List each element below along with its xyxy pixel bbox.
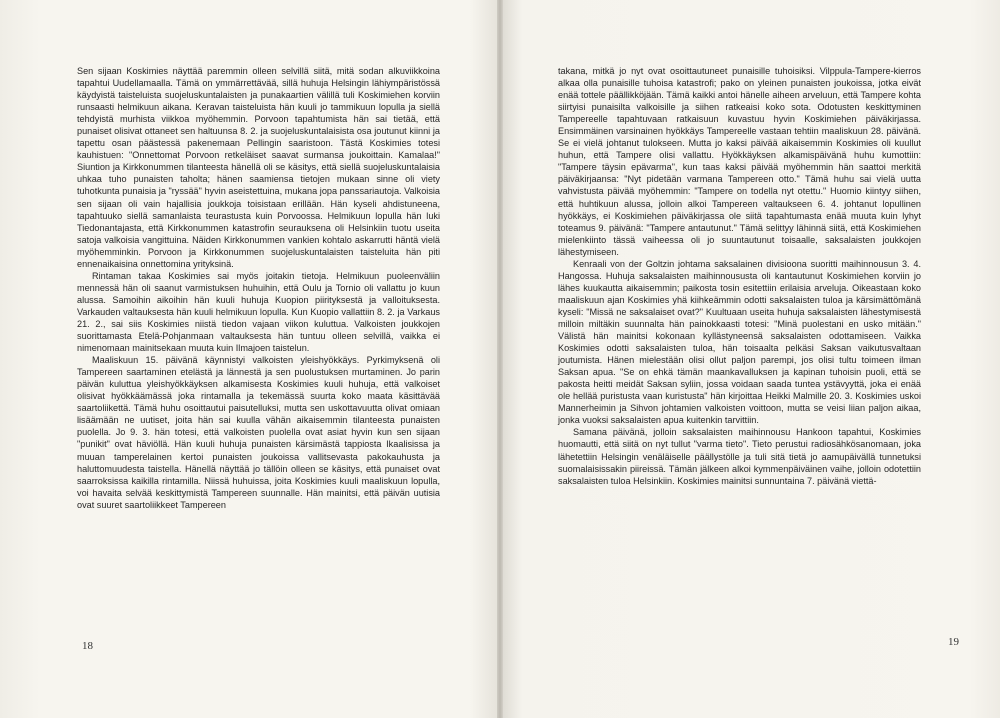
paragraph: Samana päivänä, jolloin saksalaisten maihinnousu Hankoon tapahtui, Koskimies huomautti, että siitä on nyt tullut "varma tieto". Tieto perustui radiosähkösanomaan, joka lähetettiin Helsingin venäläiselle päällystölle ja tuli sitä tietä jo aamupäivällä tunnetuksi suomalaisissakin piireissä. Tämän jälkeen alkoi kymmenpäiväinen vaihe, jolloin odotettiin saksalaisten tuloa Helsinkiin. Koskimies mainitsi sunnuntaina 7. päivänä viettä-	[558, 427, 921, 486]
left-page-text	[77, 65, 440, 511]
right-page	[500, 0, 1000, 718]
paragraph: Maaliskuun 15. päivänä käynnistyi valkoisten yleishyökkäys. Pyrkimyksenä oli Tampereen saartaminen etelästä ja lännestä ja sen puolustuksen murtaminen. Jo parin päivän kuluttua yleishyökkäyksen alkamisesta Koskimies kuuli huhuja, että valkoiset olisivat hyökkäämässä joka rintamalla ja tekemässä suurta koko maata käsittävää saartoliikettä. Tämä huhu osoittautui paisutelluksi, mutta sen uskottavuutta olivat omiaan lisäämään ne uutiset, joita hän sai kuulla vähän aikaisemmin tilanteesta punaisten puolella. Jo 9. 3. hän totesi, että valkoisten puolella ovat asiat hyvin kun sen sijaan "punikit" ovat häviöllä. Hän kuuli huhuja punaisten kärsimästä tappiosta Ikaalisissa ja muuan tamperelainen kertoi punaisten joukoissa vallitsevasta pakokauhusta ja haluttomuudesta taistella. Hänellä näyttää jo tällöin olleen se käsitys, että punaiset ovat saarroksissa kaikilla rintamilla. Niissä huhuissa, joita Koskimies kuuli maaliskuun lopulla, voi havaita selvää keskittymistä Tampereen suunnalle. Hän mainitsi, että päivän uutisia ovat suuret saartoliikkeet Tampereen	[77, 355, 440, 510]
right-page-text	[558, 65, 921, 487]
paragraph: Kenraali von der Goltzin johtama saksalainen divisioona suoritti maihinnousun 3. 4. Hangossa. Huhuja saksalaisten maihinnoususta oli kantautunut Koskimiehen korviin jo lähes kuukautta aikaisemmin; paikosta tosin esitettiin erilaisia arveluja. Oikeastaan koko maaliskuun ajan Koskimies yhä kiihkeämmin odotti saksalaisten tuloa ja kärsimättömänä kyseli: "Missä ne saksalaiset ovat?" Kuultuaan useita huhuja saksalaisten lähestymisestä milloin miltäkin suunnalta hän painokkaasti totesi: "Minä puolestani en usko mitään." Välistä hän mainitsi kokonaan kyllästyneensä saksalaisten odottamiseen. Vaikka Koskimies odotti saksalaisten tuloa, hän toisaalta pelkäsi Saksan vaikutusvaltaan joutumista. Hänen mielestään olisi ollut paljon parempi, jos olisi tultu toimeen ilman Saksan apua. "Se on ehkä tämän maankavalluksen ja kapinan tuhoisin puoli, että se pakosta heitti meidät Saksan syliin, jossa voidaan saada tuntea ystävyyttä, joka ei enää ole hellää puristusta vaan kuristusta" hän kirjoittaa Heikki Malmille 20. 3. Koskimies uskoi Mannerheimin ja Sihvon johtamien valkoisten voittoon, mutta se veisi liian paljon aikaa, jonka vuoksi saksalaisten apua kuitenkin tarvittiin.	[558, 258, 921, 426]
paragraph: takana, mitkä jo nyt ovat osoittautuneet punaisille tuhoisiksi. Vilppula-Tampere-kierros alkaa olla punaisille tuhoisa katastrofi; pako on yleinen punaisten joukoissa, jotka eivät enää tottele päällikköjään. Tämä kaikki antoi hänelle aiheen arveluun, että Tampere kohta siirtyisi punaisilta valkoisille ja siihen ratkeaisi koko sota. Odotusten keskittyminen Tampereelle tapahtuvaan ratkaisuun kuvastuu hyvin Koskimiehen päiväkirjassa. Ensimmäinen varsinainen hyökkäys Tampereelle vastaan tehtiin maaliskuun 28. päivänä. Se ei vielä johtanut tulokseen. Mutta jo kaksi päivää aikaisemmin Koskimies oli kuullut huhun, että Tampere olisi vallattu. Hyökkäyksen alkamispäivänä huhu kumottiin: "Tampere täysin epävarma", kun taas kaksi päivää myöhemmin hän saattoi merkitä päiväkirjaansa: "Nyt pidetään varmana Tampereen otto." Tämä huhu sai vielä uutta vahvistusta päivää myöhemmin: "Tampere on todella nyt otettu." Huomio kiintyy siihen, että huhtikuun alussa, jolloin alkoi Tampereen valtaukseen 6. 4. johtanut lopullinen hyökkäys, ei Koskimiehen päiväkirjassa ole siitä tapahtumasta enää muuta kuin lyhyt toteamus 9. päivänä: "Tampere antautunut." Tämä selittyy lähinnä siitä, että Koskimiehen mielenkiinto tässä vaiheessa oli jo suuntautunut toisaalle, saksalaisten joukkojen lähestymiseen.	[558, 66, 921, 257]
book-gutter	[497, 0, 503, 718]
page-number: 18	[82, 640, 93, 652]
paragraph: Sen sijaan Koskimies näyttää paremmin olleen selvillä siitä, mitä sodan alkuviikkoina tapahtui Uudellamaalla. Tämä on ymmärrettävää, sillä huhuja Helsingin lähiympäristössä käydyistä taisteluista suojeluskuntalaisten ja punakaartien välillä tuli Koskimiehen korviin runsaasti helmikuun aikana. Keravan taisteluista hän kuuli jo tammikuun lopulla ja siellä tehdyistä murhista viikkoa myöhemmin. Porvoon tapahtumista hän sai tietää, että punaiset olisivat ottaneet sen haltuunsa 8. 2. ja suojeluskuntalaisista osa joutunut kiinni ja tapettu osan päästessä pakenemaan Pellingin saaristoon. Tästä Koskimies totesi kauhistuen: "Onnettomat Porvoon retkeläiset saavat surmansa joukoittain. Kamalaa!" Siuntion ja Kirkkonummen tilanteesta hänellä oli se käsitys, että siellä suojeluskuntalaisia uhkaa tuho punaisten taholta; hänen saamiensa tietojen mukaan sinne oli viety tuhotkunta punaisia ja "ryssää" hyvin aseistettuina, mukana jopa panssariautoja. Valkoisia sen sijaan oli vain hajallisia joukkoja toisistaan erillään. Hän kyseli ahdistuneena, tapahtuuko siellä samanlaista teurastusta kuin Porvoossa. Helmikuun lopulla hän luki Tiedonantajasta, että Kirkkonummen katastrofin seurauksena oli Helsinkiin tuotu useita satoja valkoisia vangittuina. Näiden Kirkkonummen vankien kohtalo askarrutti häntä vielä myöhemminkin. Porvoon ja Kirkkonummen suojeluskuntalaisten taisteluita hän piti ennenaikaisina onnettomina yrityksinä.	[77, 66, 440, 269]
page-number: 19	[948, 636, 959, 648]
paragraph: Rintaman takaa Koskimies sai myös joitakin tietoja. Helmikuun puoleenväliin mennessä hän oli saanut varmistuksen huhuihin, että Oulu ja Tornio oli vallattu jo kuun alussa. Samoihin aikoihin hän kuuli huhuja Kuopion piirityksestä ja valloituksesta. Varkauden valtauksesta hän kuuli helmikuun lopulla. Kun Kuopio vallattiin 8. 2. ja Varkaus 21. 2., sai siis Koskimies niistä tiedon vajaan viikon kuluttua. Valkoisten joukkojen suorittamasta Etelä-Pohjanmaan valtauksesta hän tuntuu olleen selvillä, vaikka ei nimenomaan mainitsekaan muuta kuin Ilmajoen taistelun.	[77, 270, 440, 354]
